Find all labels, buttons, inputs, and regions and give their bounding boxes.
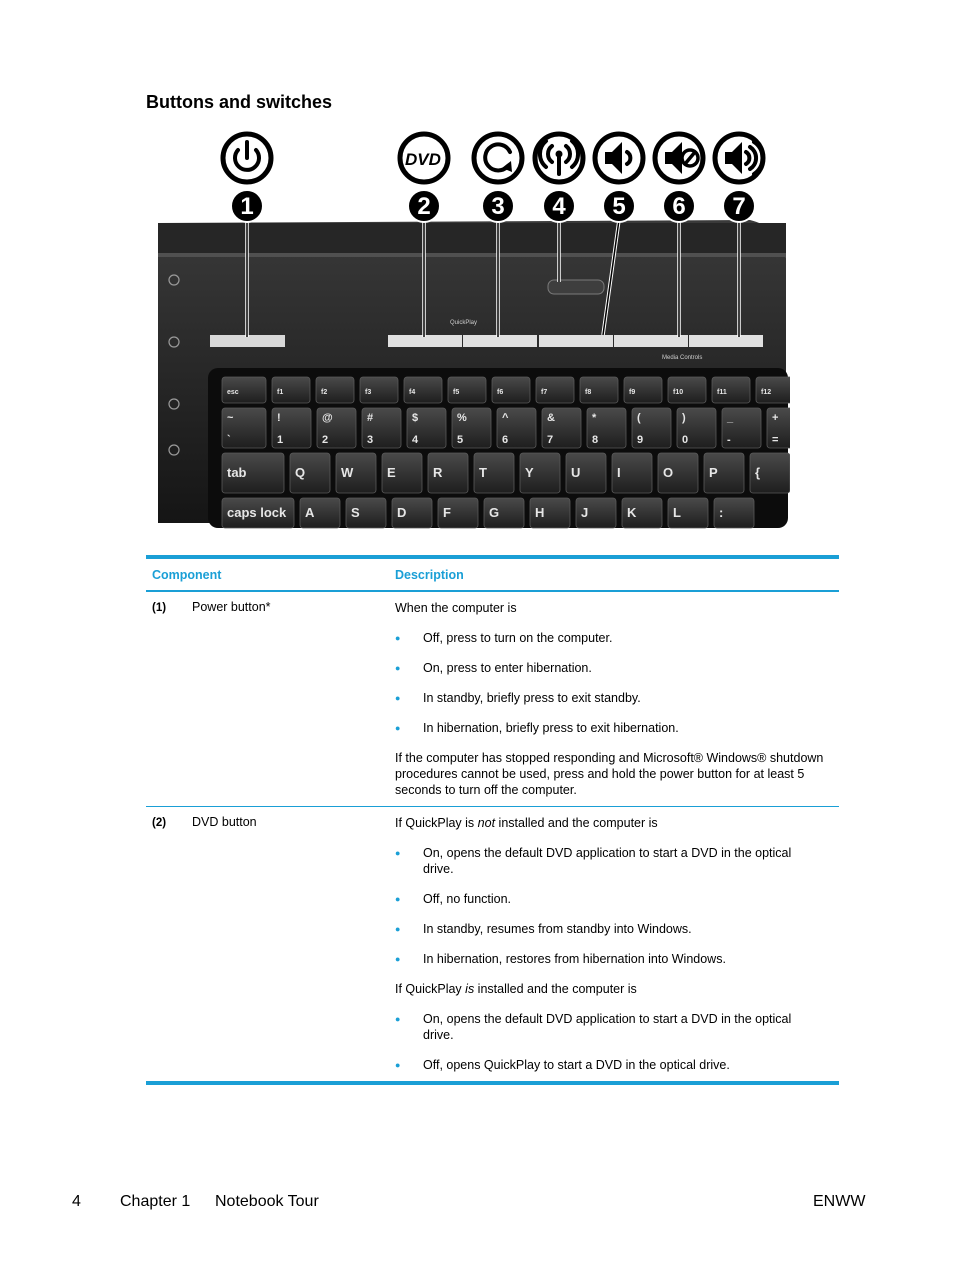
emphasis: not [477,816,496,830]
volume-down-icon [595,134,643,182]
svg-text:L: L [673,505,681,520]
component-header: Component [146,557,389,591]
svg-text:f6: f6 [497,389,504,396]
svg-text:S: S [351,505,360,520]
keyboard-key [222,498,294,528]
svg-text:A: A [305,505,315,520]
text-run: installed and the computer is [495,816,658,830]
svg-text:tab: tab [227,465,247,480]
list-item: ● On, press to enter hibernation. [395,660,825,676]
list-item: ● In standby, briefly press to exit standby. [395,690,825,706]
svg-text:G: G [489,505,500,520]
callout-number [603,190,635,222]
media-controls-label: Media Controls [662,355,703,361]
svg-text:f4: f4 [409,389,416,396]
svg-text:F: F [443,505,451,520]
keyboard-key [622,498,662,528]
keyboard-key [407,408,446,448]
svg-text:_: _ [727,412,734,424]
keyboard-key [474,453,514,493]
component-table [146,555,839,1085]
keyboard-key [668,377,706,403]
keyboard-key [362,408,401,448]
quickplay-label: QuickPlay [450,320,478,326]
svg-text:f8: f8 [585,389,592,396]
description-intro: When the computer is [395,601,517,615]
description-header: Description [389,557,839,591]
description-intro [395,981,825,997]
svg-text:$: $ [412,412,419,424]
keyboard-key [222,377,266,403]
volume-up-icon [715,134,763,182]
svg-text:E: E [387,465,396,480]
mute-icon [655,134,703,182]
keyboard-key [317,408,356,448]
svg-text:@: @ [322,412,333,424]
svg-text:caps lock: caps lock [227,505,287,520]
callout-number [231,190,263,222]
keyboard-key [336,453,376,493]
svg-text:~: ~ [227,412,234,424]
svg-text::: : [719,505,724,520]
keyboard-key [492,377,530,403]
keyboard-figure [150,128,790,533]
svg-text:R: R [433,465,443,480]
svg-text:1: 1 [277,434,284,446]
power-icon [223,134,271,182]
keyboard-key [722,408,761,448]
table-row [146,807,839,1084]
wireless-button [548,280,604,294]
footer-right: ENWW [813,1193,866,1210]
list-item: ● In standby, resumes from standby into Windows. [395,921,825,937]
keyboard-key [360,377,398,403]
component-number: (1) [152,602,167,614]
keyboard-key [587,408,626,448]
dvd-icon [400,134,448,182]
keyboard-key [632,408,671,448]
svg-text:+: + [772,412,779,424]
list-item: ● On, opens the default DVD application to start a DVD in the optical drive. [395,845,825,877]
svg-text:-: - [727,434,731,446]
keyboard-key [677,408,716,448]
svg-text:f10: f10 [673,389,684,396]
keyboard-key [767,408,790,448]
keyboard-key [272,377,310,403]
list-item: ● On, opens the default DVD application to start a DVD in the optical drive. [395,1011,825,1043]
callout-number [723,190,755,222]
callout-number [543,190,575,222]
text-run: If QuickPlay is [395,816,478,830]
svg-text:4: 4 [412,434,419,446]
svg-text:f2: f2 [321,389,328,396]
keyboard-key [580,377,618,403]
keyboard-key [346,498,386,528]
keyboard-key [612,453,652,493]
svg-text:D: D [397,505,407,520]
component-name: DVD button [192,815,257,829]
keyboard-key [530,498,570,528]
description-intro [395,815,825,831]
keyboard-key [392,498,432,528]
svg-text:6: 6 [502,434,509,446]
svg-text:*: * [592,412,597,424]
svg-text:esc: esc [227,389,239,396]
keyboard-key [714,498,754,528]
list-item: ● Off, opens QuickPlay to start a DVD in the optical drive. [395,1057,825,1073]
svg-text:f5: f5 [453,389,460,396]
svg-text:U: U [571,465,581,480]
svg-text:3: 3 [367,434,374,446]
svg-text:f12: f12 [761,389,772,396]
svg-text:P: P [709,465,718,480]
keyboard-key [624,377,662,403]
svg-text:DVD: DVD [405,150,441,169]
svg-text:`: ` [227,434,231,446]
svg-text:T: T [479,465,487,480]
table-row [146,591,839,807]
svg-text:f1: f1 [277,389,284,396]
svg-text:5: 5 [612,193,626,220]
chapter-label: Chapter 1 [120,1193,191,1210]
svg-text:I: I [617,465,621,480]
component-name: Power button* [192,600,271,614]
keyboard-key [520,453,560,493]
svg-text:9: 9 [637,434,644,446]
svg-text:f7: f7 [541,389,548,396]
svg-text:H: H [535,505,545,520]
svg-text:5: 5 [457,434,464,446]
list-item: ● Off, press to turn on the computer. [395,630,825,646]
quickplay-icon [474,134,522,182]
keyboard-key [438,498,478,528]
svg-text:K: K [627,505,637,520]
keyboard-key [750,453,790,493]
svg-text:{: { [755,465,761,480]
page-number: 4 [72,1193,81,1210]
svg-text:&: & [547,412,555,424]
keyboard-key [448,377,486,403]
svg-text:^: ^ [502,412,509,424]
keyboard-key [316,377,354,403]
section-heading: Buttons and switches [146,92,333,112]
list-item: ● In hibernation, briefly press to exit hibernation. [395,720,825,736]
keyboard-key [704,453,744,493]
svg-text:#: # [367,412,374,424]
svg-text:2: 2 [322,434,329,446]
svg-text:Q: Q [295,465,306,480]
keyboard-key [272,408,311,448]
svg-text:O: O [663,465,674,480]
keyboard-key [404,377,442,403]
keyboard-key [712,377,750,403]
keyboard-key [222,453,284,493]
keyboard-key [566,453,606,493]
text-run: If QuickPlay [395,982,466,996]
keyboard-key [382,453,422,493]
button-strip [388,335,763,347]
list-item: ● Off, no function. [395,891,825,907]
svg-text:0: 0 [682,434,689,446]
svg-text:8: 8 [592,434,599,446]
emphasis: is [465,982,475,996]
list-item: ● In hibernation, restores from hibernation into Windows. [395,951,825,967]
keyboard-key [536,377,574,403]
svg-text:Y: Y [525,465,534,480]
keyboard-key [222,408,266,448]
keyboard-key [290,453,330,493]
svg-text:7: 7 [732,193,746,220]
keyboard-key [300,498,340,528]
component-number: (2) [152,817,167,829]
svg-text:7: 7 [547,434,554,446]
keyboard-key [428,453,468,493]
svg-text:!: ! [277,412,281,424]
svg-text:1: 1 [240,193,254,220]
text-run: installed and the computer is [474,982,637,996]
callout-number [408,190,440,222]
svg-text:=: = [772,434,779,446]
svg-text:(: ( [637,412,641,424]
svg-text:%: % [457,412,467,424]
svg-text:2: 2 [417,193,431,220]
keyboard-key [484,498,524,528]
keyboard-key [497,408,536,448]
keyboard-key [658,453,698,493]
svg-text:W: W [341,465,354,480]
svg-text:): ) [682,412,686,424]
keyboard-key [756,377,790,403]
callout-number [482,190,514,222]
description-note: If the computer has stopped responding and Microsoft® Windows® shutdown procedures cannot be used, press and hold the power button for at least 5 seconds to turn off the computer. [395,751,824,797]
chapter-title: Notebook Tour [215,1193,319,1210]
svg-text:f9: f9 [629,389,636,396]
svg-text:f11: f11 [717,389,727,396]
svg-text:3: 3 [491,193,505,220]
svg-text:6: 6 [672,193,686,220]
wireless-icon [535,134,583,182]
callout-number [663,190,695,222]
keyboard-key [576,498,616,528]
svg-text:f3: f3 [365,389,372,396]
svg-text:J: J [581,505,589,520]
keyboard-key [668,498,708,528]
svg-text:4: 4 [552,193,566,220]
keyboard-key [452,408,491,448]
keyboard-key [542,408,581,448]
